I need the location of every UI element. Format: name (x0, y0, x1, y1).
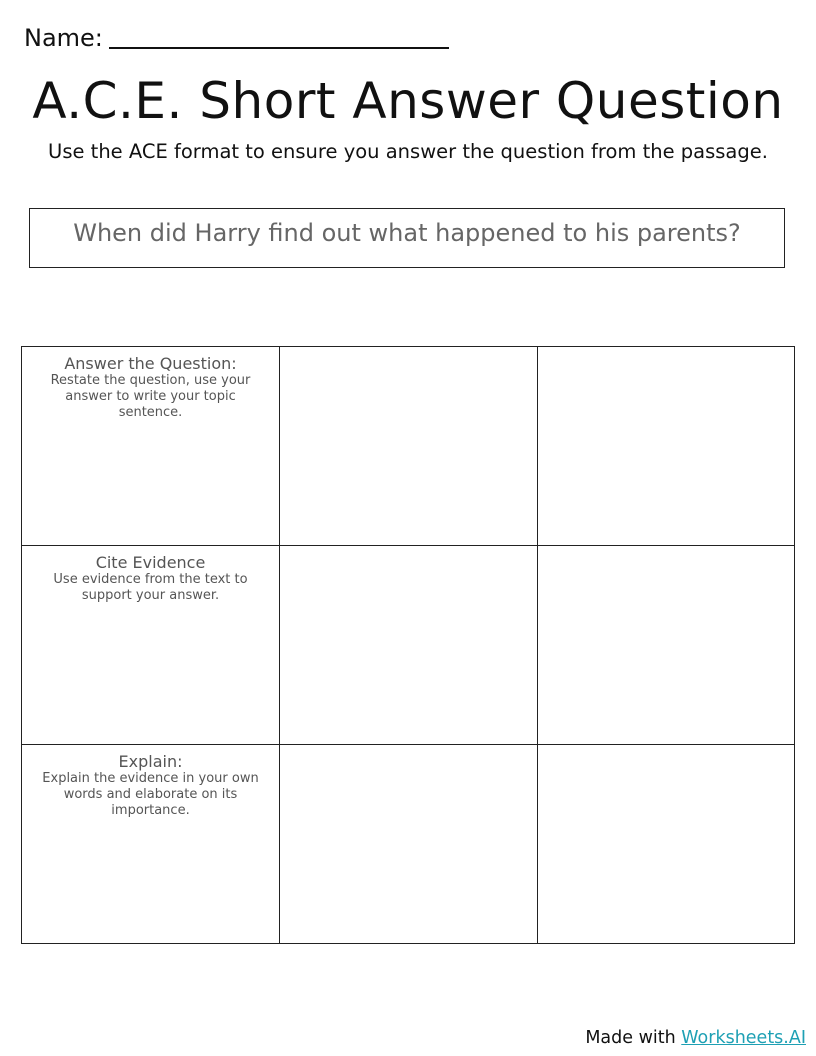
question-text: When did Harry find out what happened to his parents? (73, 219, 741, 247)
answer-description: Restate the question, use your answer to write your topic sentence. (50, 373, 251, 420)
table-row-answer (22, 347, 795, 546)
question-box (29, 208, 785, 268)
cite-response-cell-2[interactable] (537, 546, 795, 745)
explain-response-cell-2[interactable] (537, 745, 795, 944)
explain-label-cell (22, 745, 280, 944)
table-row-cite (22, 546, 795, 745)
explain-heading: Explain: (118, 752, 183, 771)
name-blank-line[interactable] (109, 47, 449, 49)
worksheets-ai-link[interactable]: Worksheets.AI (681, 1028, 806, 1048)
cite-heading: Cite Evidence (95, 553, 206, 572)
answer-response-cell-2[interactable] (537, 347, 795, 546)
name-label: Name: (24, 24, 103, 52)
footer (585, 1026, 806, 1050)
answer-response-cell-1[interactable] (280, 347, 538, 546)
explain-response-cell-1[interactable] (280, 745, 538, 944)
page-title: A.C.E. Short Answer Question (32, 72, 784, 130)
cite-response-cell-1[interactable] (280, 546, 538, 745)
answer-heading: Answer the Question: (64, 354, 237, 373)
footer-prefix: Made with (585, 1028, 682, 1048)
explain-description: Explain the evidence in your own words and elaborate on its importance. (42, 771, 259, 818)
ace-table (21, 346, 795, 944)
cite-description: Use evidence from the text to support your answer. (53, 572, 248, 603)
instructions-text: Use the ACE format to ensure you answer the question from the passage. (48, 140, 768, 163)
table-row-explain (22, 745, 795, 944)
cite-label-cell (22, 546, 280, 745)
answer-label-cell (22, 347, 280, 546)
name-row (24, 22, 449, 54)
